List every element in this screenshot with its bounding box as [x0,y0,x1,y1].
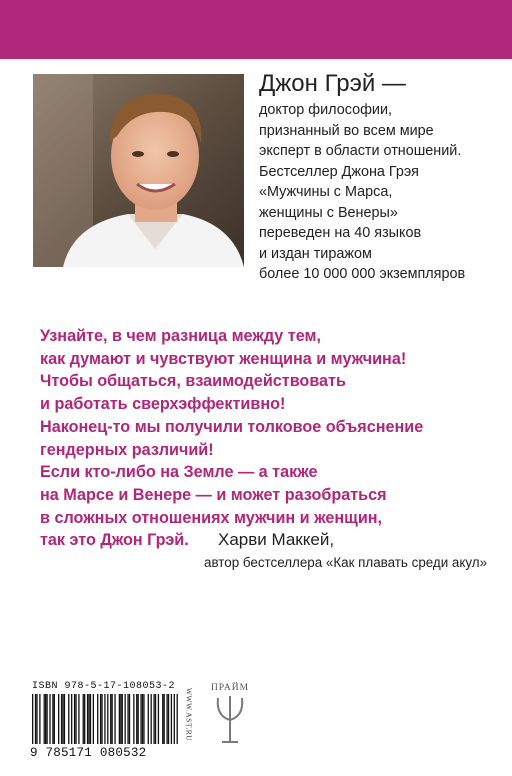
quote-line: Чтобы общаться, взаимодействовать [40,372,346,391]
barcode-bar [45,694,46,744]
barcode-bar [125,694,126,744]
barcode-bar [120,694,121,744]
barcode-bar [90,694,91,744]
barcode-bar [148,694,149,744]
barcode-bar [68,694,69,744]
bio-line: эксперт в области отношений. [259,143,462,159]
barcode-bar [75,694,76,744]
barcode-bar [49,694,50,744]
barcode-bar [44,694,45,744]
barcode-bar [84,694,85,744]
barcode-bar [104,694,105,744]
quote-line: гендерных различий! [40,440,214,459]
barcode-bar [140,694,141,744]
barcode-bar [158,694,159,744]
barcode-bar [114,694,115,744]
barcode-bar [58,694,59,744]
website-url-text: WWW.AST.RU [184,687,194,742]
quote-attribution-name: Харви Маккей, [218,530,335,549]
barcode-bar [162,694,163,744]
barcode-bar [174,694,175,744]
author-name: Джон Грэй — [259,70,406,97]
bio-line: переведен на 40 языков [259,225,422,241]
barcode-bar [54,694,55,744]
top-color-band [0,0,512,59]
bio-line: и издан тиражом [259,245,372,262]
quote-line: Узнайте, в чем разница между тем, [40,327,321,345]
barcode-bar [136,694,137,744]
barcode-bar [97,694,98,744]
barcode-bar [87,694,88,744]
barcode-bar [155,694,156,744]
barcode-bar [78,694,79,744]
barcode-bar [64,694,65,744]
barcode-bar [127,694,128,744]
barcode-bar [46,694,47,744]
barcode-bar [129,694,130,744]
barcode-bar [168,694,169,744]
bio-line: более 10 000 000 экземпляров [259,266,466,282]
quote-line: Если кто-либо на Земле — а также [40,463,318,482]
quote-attribution-role: автор бестселлера «Как плавать среди акул» [204,555,488,570]
bio-line: признанный во всем мире [259,122,434,139]
quote-line: как думают и чувствуют женщина и мужчина! [40,349,407,368]
bio-line: женщины с Венеры» [259,204,398,221]
website-url [182,687,196,742]
barcode-bar [93,694,94,744]
barcode-bar [101,694,102,744]
barcode-bar [32,694,33,744]
author-photo [33,74,244,267]
barcode-bar [110,694,111,744]
barcode-bar [74,694,75,744]
barcode-bar [62,694,63,744]
barcode-bar [171,694,172,744]
barcode-bar [35,694,36,744]
barcode-image [32,694,178,744]
barcode-digits: 9 785171 080532 [30,746,147,760]
barcode-bar [71,694,72,744]
publisher-name: ПРАЙМ [210,683,250,693]
psi-trident-icon [212,694,248,746]
blurb-quote [40,325,510,552]
barcode-bar [100,694,101,744]
barcode-bar [164,694,165,744]
barcode-bar [177,694,178,744]
barcode-bar [119,694,120,744]
bio-line: «Мужчины с Марса, [259,184,393,200]
bio-line: доктор философии, [259,102,393,118]
barcode-bar [138,694,139,744]
barcode-bar [143,694,144,744]
barcode-bar [107,694,108,744]
quote-line: в сложных отношениях мужчин и женщин, [40,508,383,527]
quote-line: на Марсе и Венере — и может разобраться [40,485,387,504]
barcode-bar [61,694,62,744]
isbn-text: ISBN 978-5-17-108053-2 [32,681,176,692]
barcode-bar [166,694,167,744]
author-bio [259,70,509,285]
publisher-mark [204,683,256,746]
barcode-bar [153,694,154,744]
barcode-bar [112,694,113,744]
bio-line: Бестселлер Джона Грэя [259,163,419,180]
quote-line: и работать сверхэффективно! [40,395,286,414]
barcode-bar [133,694,134,744]
barcode-bar [36,694,37,744]
barcode-bar [151,694,152,744]
barcode-bar [52,694,53,744]
barcode-bar [122,694,123,744]
barcode-bar [83,694,84,744]
quote-line: так это Джон Грэй. [40,531,189,550]
barcode-bar [142,694,143,744]
barcode-bar [88,694,89,744]
barcode-bar [39,694,40,744]
quote-line: Наконец-то мы получили толковое объяснение [40,417,424,436]
